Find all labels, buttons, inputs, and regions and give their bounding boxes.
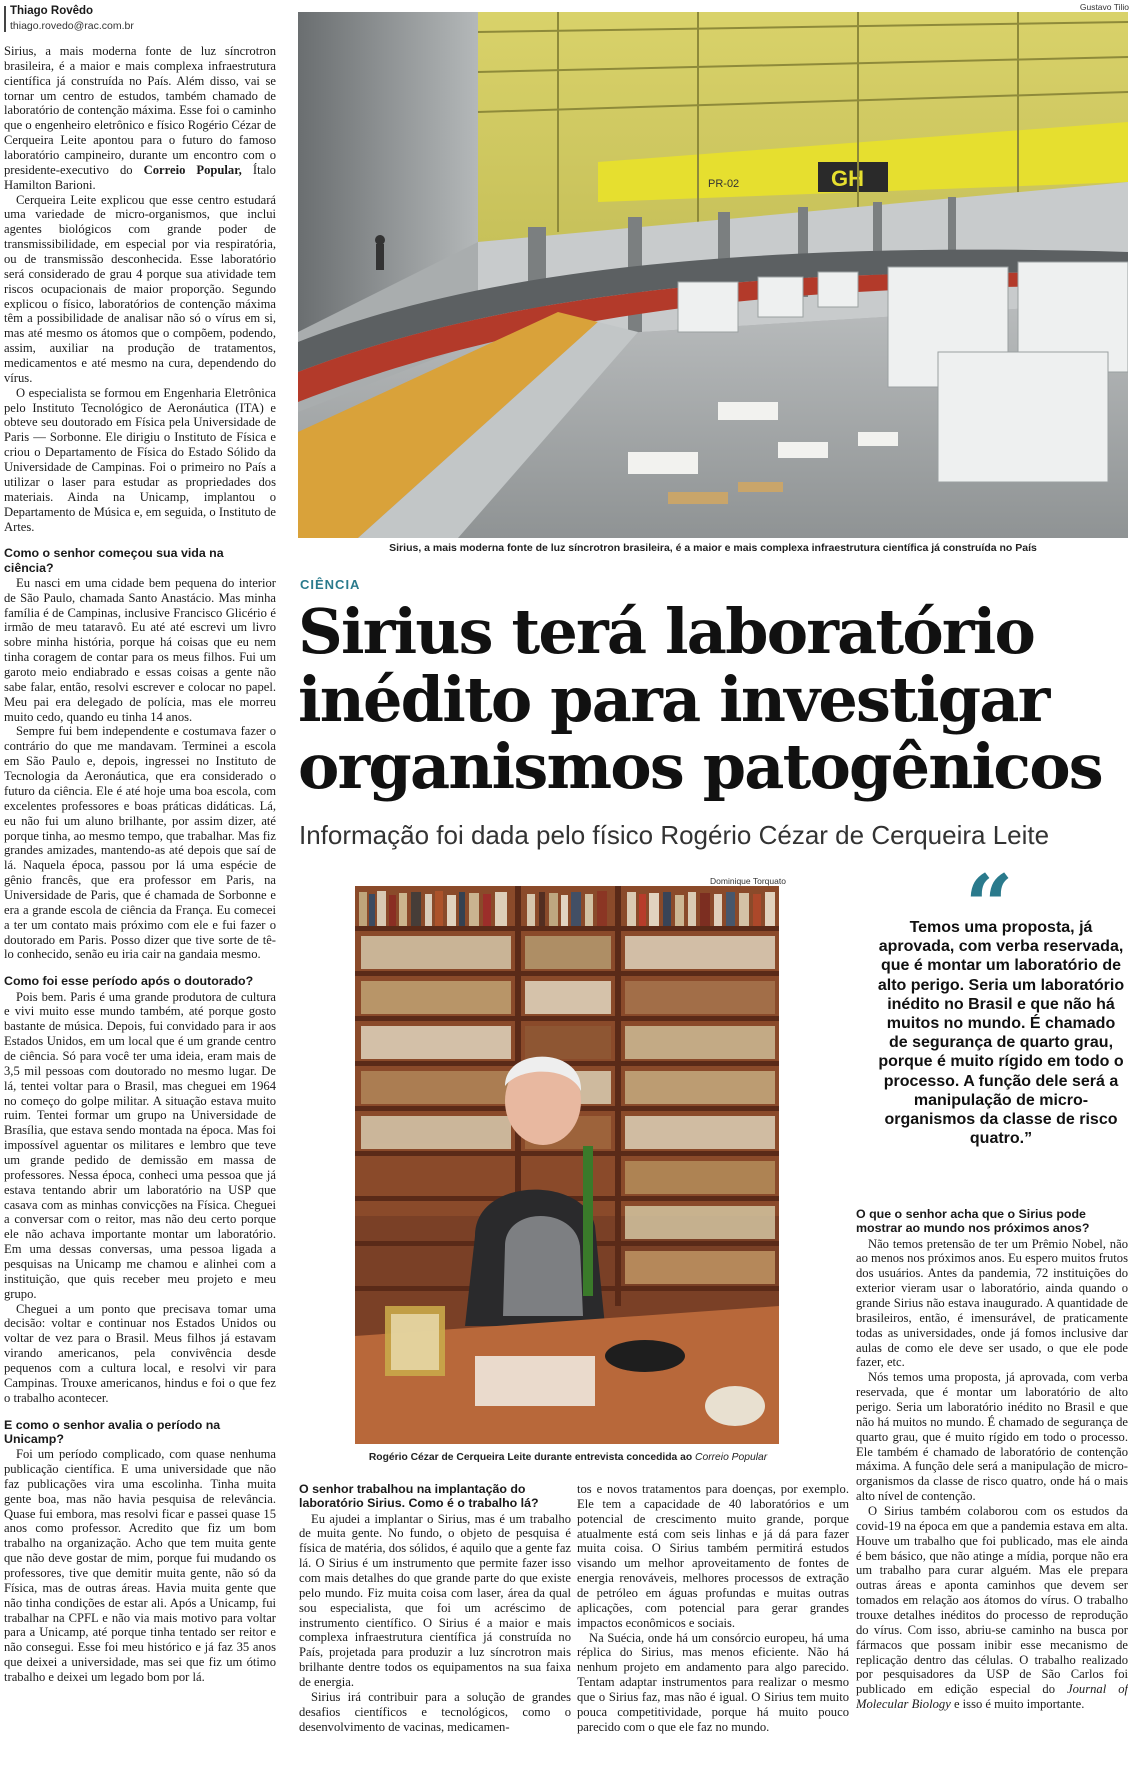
paragraph: Sirius irá contribuir para a solução de grandes desafios científicos e tecnológicos, como o desenvolvimento de vacinas, medicamen- [299, 1689, 571, 1734]
pullquote: Temos uma proposta, já aprovada, com verba reservada, que é montar um laboratório de alto perigo. Seria um laboratório inédito no Brasil e que não há muitos no mundo. É chamado de segurança de quarto grau, porque é muito rígido em todo o processo. A função dele será a manipulação de micro-organismos da classe de risco quatro.” [877, 919, 1125, 1148]
paragraph: Na Suécia, onde há um consórcio europeu, há uma réplica do Sirius, mas menos eficiente. Não há nenhum projeto em andamento para algo parecido. Tentam adaptar instrumentos para realizar o mesmo que o Sirius faz, mas não é igual. O Sirius tem muito pouca competitividade, porque há muito pouco parecido com o que ele faz no mundo. [577, 1630, 849, 1734]
byline-name: Thiago Rovêdo [10, 5, 94, 17]
sirius-hall-photo [298, 12, 1128, 538]
byline-email: thiago.rovedo@rac.com.br [10, 20, 134, 32]
question-heading: O senhor trabalhou na implantação do laboratório Sirius. Como é o trabalho lá? [299, 1482, 539, 1511]
photo-credit-mid: Dominique Torquato [710, 876, 786, 886]
paragraph: Pois bem. Paris é uma grande produtora de cultura e vivi muito esse mundo também, até porque gosto bastante de música. Depois, fui convidado para ir aos Estados Unidos, em um local que é um grande centro de ciência. Só para você ter uma ideia, eram mais de 3,5 mil pessoas com doutorado no mesmo lugar. De lá, tentei voltar para o Brasil, mas cheguei em 1964 no começo do golpe militar. A situação estava muito ruim. Tentei formar um grupo na Universidade de Brasília, que estava sendo montada na época. Mas foi impossível aguentar os militares e lembro que teve um grande pedido de demissão em massa de professores. Nessa época, conheci uma pessoa que já estava tentando abrir um laboratório na USP que casava com as minhas convicções na Física. Cheguei a conversar com o reitor, mas não deu certo porque ele não achava importante montar um laboratório. Em uma dessas conversas, uma pessoa ligada a pesquisas na Unicamp me chamou e alinhei com a instituição, que quis receber meu projeto e meu grupo. [4, 989, 276, 1301]
question-heading: E como o senhor avalia o período na Unicamp? [4, 1417, 221, 1446]
column-2 [299, 1482, 571, 1760]
photo-caption-mid: Rogério Cézar de Cerqueira Leite durante entrevista concedida ao Correio Popular [368, 1452, 768, 1463]
byline-bar [4, 6, 6, 32]
subheadline: Informação foi dada pelo físico Rogério Cézar de Cerqueira Leite [299, 820, 1050, 850]
paragraph: Foi um período complicado, com quase nenhuma publicação científica. E uma universidade que não faz publicações vira uma escolinha. Tinha muita gente boa, mas não havia pesquisa de relevância. Quase fui embora, mas resolvi ficar e passei quase 15 anos como professor. Acredito que fiz um bom trabalho na organização. Acho que tem muita gente que não deve gostar de mim, porque fui mudando os professores, tive que demitir muita gente, não só da Física, mas de outras áreas. Havia muita gente que não tinha condições de estar ali. Após a Unicamp, fui trabalhar na CPFL e não via mais motivo para voltar para a Unicamp, até porque tinha tentado ser reitor e não consegui. Esse foi meu histórico e já faz 35 anos que deixei a universidade, mas sei que fiz um ótimo trabalho e deixei um legado bom por lá. [4, 1447, 276, 1684]
question-heading: Como o senhor começou sua vida na ciência? [4, 546, 224, 575]
paragraph-intro: Sirius, a mais moderna fonte de luz síncrotron brasileira, é a maior e mais complexa infraestrutura científica já construída no País. Além disso, vai se tornar um centro de estudos, também chamado de laboratório de contenção máxima. Esse foi o caminho que o engenheiro eletrônico e físico Rogério Cézar de Cerqueira Leite apontou para o futuro do famoso laboratório campineiro, durante um encontro com o presidente-executivo do Correio Popular, Ítalo Hamilton Barioni. [4, 44, 276, 192]
crane-label: GH [831, 166, 864, 191]
crane-tag: PR-02 [708, 178, 740, 190]
question-heading: O que o senhor acha que o Sirius pode mostrar ao mundo nos próximos anos? [856, 1207, 1090, 1236]
photo-caption-top: Sirius, a mais moderna fonte de luz síncrotron brasileira, é a maior e mais complexa infraestrutura científica já construída no País [389, 542, 1037, 554]
paragraph: Eu ajudei a implantar o Sirius, mas é um trabalho de muita gente. No fundo, o objeto de pesquisa é física de matéria, dos sólidos, é aquilo que a gente faz lá. O Sirius é um instrumento que permite fazer isso com mais detalhes do que grande parte do que existe pelo mundo. Fiz muita coisa com laser, área da qual sou especialista, que foi um acréscimo de instrumento científico. O Sirius é a maior e mais complexa infraestrutura científica já construída no País, projetada para produzir a luz síncrotron mais brilhante dentre todos os equipamentos na sua faixa de energia. [299, 1511, 571, 1689]
library-illustration [355, 886, 779, 1444]
paragraph: Cerqueira Leite explicou que esse centro estudará uma variedade de micro-organismos, que inclui agentes biológicos com grande poder de transmissibilidade, em especial por via respiratória, ou de transmissão desconhecida. Esse laboratório será considerado de grau 4 porque sua atividade tem riscos ocupacionais de maior proporção. Segundo explicou o físico, laboratórios de contenção máxima têm a possibilidade de analisar não só o vírus em si, mas até mesmo os átomos que o compõem, podendo, assim, auxiliar na produção de tratamentos, medicamentos e até mesmo na cura, dependendo do vírus. [4, 192, 276, 385]
quote-mark-icon: “ [965, 856, 1014, 955]
question-heading: Como foi esse período após o doutorado? [4, 974, 254, 989]
paragraph: O Sirius também colaborou com os estudos da covid-19 na época em que a pandemia estava em alta. Houve um trabalho que foi publicado, mas ele ainda é bem básico, que não atinge a mídia, porque não era um trabalho para curar alguém. Mas ele prepara outras áreas e aponta caminhos que devem ser tomados em relação aos átomos do vírus. O trabalho trouxe detalhes inéditos do processo de reprodução do vírus. Com isso, abriu-se caminho na busca por fármacos que possam inibir esse mecanismo de replicação dentro das células. O trabalho realizado por pesquisadores da USP de São Carlos foi publicado em edição especial do Journal of Molecular Biology e isso é muito importante. [856, 1504, 1128, 1712]
library-portrait-photo [355, 886, 779, 1444]
paragraph: tos e novos tratamentos para doenças, por exemplo. Ele tem a capacidade de 40 laboratórios e um potencial de crescimento muito grande, porque atualmente está com seis linhas e já dá para fazer muita coisa. O Sirius também permitirá estudos visando um melhor aproveitamento de fontes de energia renováveis, melhores processos de extração de petróleo em águas profundas e muitas outras aplicações, com potencial para gerar grandes impactos econômicos e sociais. [577, 1482, 849, 1630]
section-kicker: CIÊNCIA [300, 577, 361, 592]
headline [298, 595, 1138, 804]
headline-line-2: inédito para investigar [298, 662, 1049, 736]
paragraph: Cheguei a um ponto que precisava tomar uma decisão: voltar e continuar nos Estados Unidos ou voltar de vez para o Brasil. Meus filhos já estavam virando americanos, pela convivência desde pequenos com a cultura local, e resolvi vir para Campinas. Trouxe americanos, hindus e foi o que fez o trabalho acontecer. [4, 1301, 276, 1405]
paragraph: Nós temos uma proposta, já aprovada, com verba reservada, que é montar um laboratório de alto perigo. Seria um laboratório inédito no Brasil e que não há muitos no mundo. É chamado de segurança de quarto grau, que é muito rígido em todo o processo. Ele também é chamado de laboratório de contenção máxima. A função dele será a manipulação de micro-organismos da classe de risco quatro, onde há o mais alto nível de contenção. [856, 1370, 1128, 1504]
paragraph: Sempre fui bem independente e costumava fazer o contrário do que me mandavam. Terminei a escola em São Paulo e, depois, ingressei no Instituto de Tecnologia da Aeronáutica, que era considerado o futuro da ciência. Ele é até hoje uma boa escola, com excelentes professores e boas práticas didáticas. Lá, eu não fui um aluno brilhante, por assim dizer, até porque tinha, ao mesmo tempo, que trabalhar. Mas fiz grandes amizades, mantendo-as até depois que saí de lá. Naquela época, passou por lá uma espécie de gênio francês, que era professor em Paris, na Universidade de Paris, que é chamada de Sorbonne e era a grande escola de ciência da França. Eu comecei a ter um contato mais próximo com ele e fui fazer o doutorado em Paris. Posso dizer que tive sorte de tê-lo conhecido, senão eu iria cair na gandaia mesmo. [4, 724, 276, 962]
paragraph: Não temos pretensão de ter um Prêmio Nobel, não ao menos nos próximos anos. Eu espero muitos frutos dos usuários. Antes da pandemia, 72 instituições do exterior vieram usar o laboratório, ainda quando o grande Sirius não estava inaugurado. A quantidade de brasileiros, então, é imensurável, de praticamente todas as universidades, onde já fomos inclusive dar aulas de como ele deve ser usado, o que ele pode fazer, etc. [856, 1236, 1128, 1370]
headline-line-1: Sirius terá laboratório [298, 595, 1035, 668]
paragraph: Eu nasci em uma cidade bem pequena do interior de São Paulo, chamada Santo Anastácio. Mas minha família é de Campinas, inclusive Francisco Glicério é irmão de meu tataravô. Eu até até escrevi um livro sobre minha história, porque há coisas que eu nem tinha coragem de contar para os meus filhos. Fui um garoto meio endiabrado e essas coisas a gente não sabe falar, então, resolvi escrever e colocar no papel. Meu pai era delegado de polícia, mas ele morreu muito cedo, quando eu tinha 14 anos. [4, 575, 276, 724]
sirius-hall-illustration [298, 12, 1128, 538]
paragraph: O especialista se formou em Engenharia Eletrônica pelo Instituto Tecnológico de Aeronáutica (ITA) e obteve seu doutorado em Física pela Universidade de Paris — Sorbonne. Ele dirigiu o Instituto de Física e criou o Departamento de Física do Estado Sólido da Universidade de Campinas. Foi o primeiro no País a utilizar o laser para estudar as propriedades dos materiais. Ainda na Unicamp, implantou o Departamento de Música e, em seguida, o Instituto de Artes. [4, 385, 276, 534]
column-4 [856, 1207, 1128, 1757]
photo-credit-top: Gustavo Tilio [1079, 2, 1129, 12]
column-3 [577, 1482, 849, 1760]
column-1 [4, 44, 276, 1764]
headline-line-3: organismos patogênicos [298, 730, 1102, 804]
